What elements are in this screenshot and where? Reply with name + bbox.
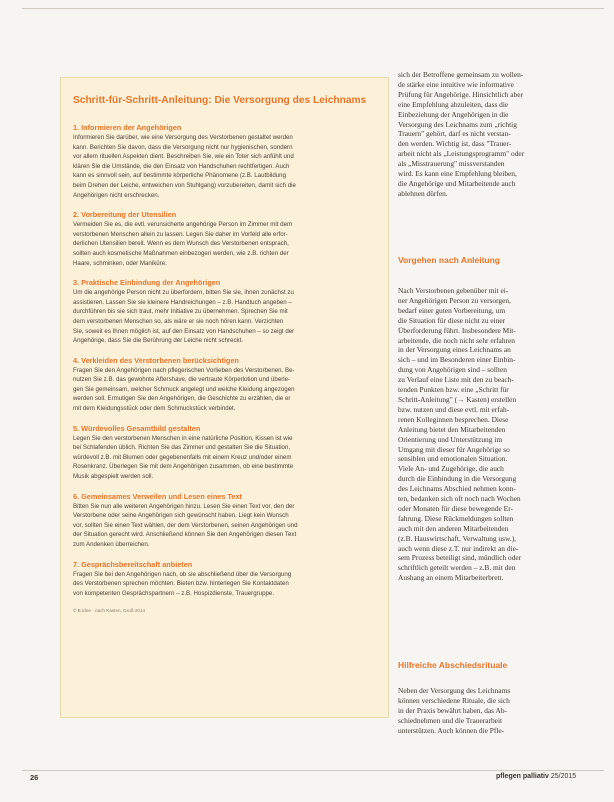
text-line: Fragen Sie den Angehörigen nach pflegerischen Vorlieben des Verstorbenen. Be- — [73, 366, 295, 374]
box-section-text — [73, 366, 376, 414]
text-line: Informieren Sie darüber, wie eine Versorgung des Verstorbenen gestaltet werden — [73, 134, 293, 141]
text-line: Rosenkranz. Überlegen Sie mit dem Angehörigen zusammen, ob eine bestimmte — [73, 463, 294, 471]
text-line: fahrung. Diese Rückmeldungen sollten — [398, 513, 514, 523]
text-line: durch die Einbindung in die Versorgung — [398, 474, 517, 484]
text-line: werden soll. Ermutigen Sie den Angehörigen, die Geschichte zu erzählen, die er — [73, 395, 291, 403]
text-line: der Situation gerecht wird. Anschließend können Sie den Angehörigen diesen Text — [73, 531, 297, 539]
box-section-text — [73, 133, 376, 200]
text-line: Prüfung für Angehörige. Hinsichtlich aber — [398, 89, 523, 99]
box-title: Schritt-für-Schritt-Anleitung: Die Versorgung des Leichnams — [73, 95, 367, 106]
text-line: verstorbenen Menschen allein zu lassen. Legen Sie daher im Vorfeld alle erfor- — [73, 230, 288, 238]
text-line: Nach Verstorbenen gebenüber mit ei- — [398, 286, 509, 295]
box-section-heading: 1. Informieren der Angehörigen — [73, 123, 182, 132]
text-line: dung von Angehörigen sind – sollten — [398, 365, 508, 375]
heading-vorgehen: Vorgehen nach Anleitung — [398, 255, 501, 265]
box-section-heading: 6. Gemeinsames Verweilen und Lesen eines Text — [73, 491, 242, 501]
box-section — [73, 278, 376, 346]
text-line: Legen Sie den verstorbenen Menschen in eine natürliche Position, Kissen ist wie — [73, 434, 293, 442]
text-line: bedarf einer guten Vorbereitung, um — [398, 305, 506, 315]
text-line: von kompetenten Gesprächspartnern – z.B. Hospizdienste, Trauergruppe. — [73, 589, 275, 597]
box-section-heading: 4. Verkleiden des Verstorbenen berücksichtigen — [73, 355, 239, 365]
text-line: Angehörigen nicht erschrecken. — [73, 191, 160, 199]
text-line: beim Drehen der Leiche, entweichen von Stuhlgang) vorzubereiten, damit sich die — [73, 181, 296, 189]
text-line: Orientierung und Unterstützung im — [398, 434, 503, 444]
text-line: Umgang mit dieser für Angehörige so — [398, 444, 510, 454]
text-line: dem verstorbenen Menschen so, als wäre er sie noch hören kann. Verzichten — [73, 317, 284, 325]
bottom-rule — [22, 770, 604, 771]
right-column-body — [398, 286, 576, 583]
text-line: Viele An- und Zugehörige, die auch — [398, 464, 504, 474]
box-section-heading: 5. Würdevolles Gesamtbild gestalten — [73, 423, 201, 433]
text-line: durchführen bis sie sich traut, mehr Initiative zu übernehmen. Sprechen Sie mit — [73, 308, 288, 316]
text-line: ten, bedanken sich oft noch nach Wochen — [398, 494, 521, 504]
text-line: sich der Betroffene gemeinsam zu wollen- — [398, 70, 524, 79]
text-line: Fragen Sie bei den Angehörigen nach, ob sie abschließend über die Versorgung — [73, 570, 292, 578]
text-line: den werden. Wichtig ist, dass "Trauer- — [398, 139, 512, 149]
tail-paragraph — [398, 686, 576, 736]
right-column-intro — [398, 70, 576, 199]
box-section-heading: 2. Vorbereitung der Utensilien — [73, 210, 177, 220]
magazine-name: pflegen palliativ — [496, 773, 549, 780]
text-line: des Leichnams Abschied nehmen konn- — [398, 484, 516, 494]
text-line: vor allem rituellen Aspekten dient. Beschreiben Sie, wie ein Toter sich anfühlt und — [73, 153, 294, 161]
box-section-heading: 3. Praktische Einbindung der Angehörigen — [73, 278, 221, 288]
box-section — [73, 492, 376, 550]
text-line: gen Sie gemeinsam, welcher Schmuck angelegt und welche Kleidung angezogen — [73, 385, 295, 393]
text-line: klären Sie die Umstände, die den Einsatz von Handschuhen rechtfertigen. Auch — [73, 162, 290, 170]
text-line: Überforderung führt. Insbesondere Mit- — [398, 325, 516, 335]
text-line: bzw. nutzen und diese evtl. mit erfah- — [398, 404, 510, 414]
text-line: zum Andenken überreichen. — [73, 541, 150, 548]
text-line: de stärke eine intuitive wie informative — [398, 79, 514, 89]
text-line: Um die angehörige Person nicht zu überfordern, bitten Sie sie, ihnen zunächst zu — [73, 289, 294, 297]
box-source: © B.Idee · nach Kasten, Gruß 2014 — [73, 608, 146, 614]
issue-number: 25/2015 — [550, 773, 577, 780]
text-line: Versorgung des Leichnams zum „richtig — [398, 119, 517, 129]
box-section-heading: 7. Gesprächsbereitschaft anbieten — [73, 559, 193, 569]
box-sections — [73, 123, 376, 598]
text-line: kann. Berichten Sie davon, dass die Versorgung nicht nur hygienischen, sondern — [73, 143, 293, 151]
text-line: (z.B. Hauswirtschaft, Verwaltung usw.), — [398, 533, 517, 543]
text-line: als „Misstrauerung" missverstanden — [398, 159, 505, 169]
magazine-footer — [496, 773, 576, 780]
box-section — [73, 560, 376, 599]
text-line: Vermeiden Sie es, die evtl. verunsicherte angehörige Person im Zimmer mit dem — [73, 221, 293, 229]
text-line: in der Versorgung eines Leichnams an — [398, 345, 511, 355]
text-line: Sie, soweit es Ihnen möglich ist, auf den Einsatz von Handschuhen – so zeigt der — [73, 327, 295, 335]
right-column-tail — [398, 686, 576, 736]
text-line: sollten auch kosmetische Maßnahmen einbezogen werden, wie z.B. richten der — [73, 249, 289, 257]
box-section-text — [73, 570, 376, 599]
text-line: kann es sinnvoll sein, auf bestimmte körperliche Phänomene (z.B. Lautbildung — [73, 172, 286, 180]
box-section-text — [73, 434, 376, 482]
text-line: in der Praxis bewährt haben, das Ab- — [398, 705, 507, 715]
text-line: sem Prozess beteiligt sind, mündlich oder — [398, 553, 522, 563]
text-line: Bitten Sie nun alle weiteren Angehörigen hinzu. Lesen Sie einen Text vor, den der — [73, 502, 295, 510]
text-line: sich – und im Besonderen einer Einbin- — [398, 355, 516, 365]
text-line: renen Kolleginnen besprechen. Diese — [398, 414, 509, 424]
text-line: schiednehmen und die Trauerarbeit — [398, 715, 503, 725]
text-line: Musik abgespielt werden soll. — [73, 473, 154, 481]
text-line: assistieren. Lassen Sie sie kleinere Handreichungen – z.B. Handtuch angeben – — [73, 298, 292, 306]
text-line: ablehnen dürfen. — [398, 188, 448, 198]
text-line: Aushang an einem Mitarbeiterbrett. — [398, 573, 504, 583]
text-line: die Angehörige und Mitarbeitende auch — [398, 178, 516, 188]
text-line: vor, sollten Sie einen Text wählen, der dem Verstorbenen, seinen Angehörigen und — [73, 521, 298, 529]
text-line: Anleitung bietet den Mitarbeitenden — [398, 424, 506, 434]
text-line: mit dem Kleidungsstück oder dem Schmuckstück verbindet. — [73, 405, 236, 413]
text-line: Verstorbene oder seine Angehörigen sich gewünscht haben. Liegt kein Wunsch — [73, 512, 289, 520]
text-line: oder Monaten für diese bewegende Er- — [398, 503, 513, 513]
heading-rituale: Hilfreiche Abschiedsrituale — [398, 660, 508, 670]
text-line: des Verstorbenen sprechen möchten. Bieten bzw. hinterlegen Sie Kontaktdaten — [73, 580, 289, 588]
text-line: tenden Punkten bzw. eine „Schritt für — [398, 385, 509, 395]
top-rule — [22, 8, 604, 9]
box-section-text — [73, 502, 376, 550]
text-line: zu Verlauf eine Liste mit den zu beach- — [398, 375, 514, 385]
text-line: derlichen Utensilien bereit. Wenn es dem Wunsch des Verstorbenen entsprach, — [73, 240, 289, 248]
text-line: Haare, schminken, oder Maniküre. — [73, 259, 167, 267]
box-section-text — [73, 220, 376, 268]
text-line: arbeit nicht als „Leistungsprogramm" oder — [398, 149, 525, 159]
text-line: ner Angehörigen Person zu versorgen, — [398, 295, 511, 305]
text-line: Trauern" gehört, darf es nicht verstan- — [398, 129, 511, 139]
text-line: arbeitende, die noch nicht sehr erfahren — [398, 335, 515, 345]
text-line: sensiblen und emotionalen Situation. — [398, 454, 508, 464]
text-line: können verschiedene Rituale, die sich — [398, 695, 510, 705]
box-section — [73, 424, 376, 482]
text-line: auch mit den anderen Mitarbeitenden — [398, 523, 509, 533]
text-line: auch wenn diese z.T. nur indirekt an die- — [398, 543, 519, 553]
body-paragraph — [398, 286, 576, 583]
box-section — [73, 210, 376, 268]
text-line: Angehörige, dass Sie die Berührung der Leiche nicht schreckt. — [73, 337, 243, 345]
text-line: Einbeziehung der Angehörigen in die — [398, 109, 509, 119]
box-section — [73, 123, 376, 200]
instruction-box — [60, 77, 389, 718]
intro-paragraph — [398, 70, 576, 199]
text-line: Schritt-Anleitung" (→ Kasten) erstellen — [398, 394, 517, 404]
text-line: eine Empfehlung abzuleiten, dass die — [398, 99, 509, 109]
text-line: bei Schlafenden üblich. Richten Sie das Zimmer und gestalten Sie die Situation, — [73, 444, 291, 452]
text-line: Neben der Versorgung des Leichnams — [398, 686, 511, 695]
box-section-text — [73, 288, 376, 346]
text-line: wird. Es kann eine Empfehlung bleiben, — [398, 169, 517, 179]
text-line: nutzen Sie z.B. das gewohnte Aftershave, die vertraute Körperlotion und überle- — [73, 376, 291, 384]
text-line: die Situation für diese nicht zu einer — [398, 315, 506, 325]
text-line: schriftlich geteilt werden – z.B. mit den — [398, 563, 516, 573]
box-section — [73, 356, 376, 414]
text-line: würdevoll z.B. mit Blumen oder gegebenenfalls mit einem Kreuz und/oder einem — [73, 453, 292, 461]
text-line: unterstützen. Auch können die Pfle- — [398, 725, 505, 735]
page-number: 26 — [30, 773, 39, 782]
